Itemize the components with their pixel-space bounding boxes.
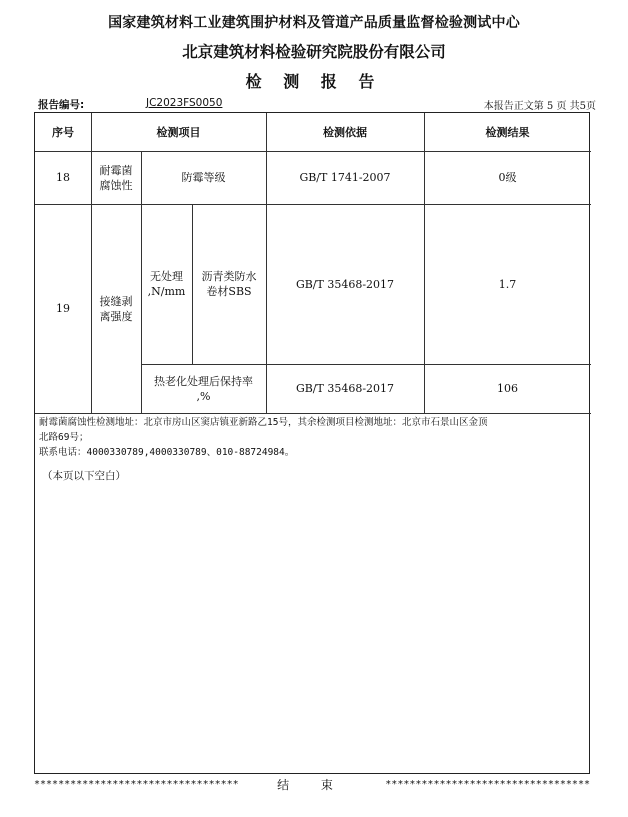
row18-seq: 18 xyxy=(56,171,70,184)
report-number-label: 报告编号: xyxy=(38,99,85,111)
header-seq: 序号 xyxy=(52,125,74,139)
header-basis: 检测依据 xyxy=(323,125,367,139)
report-number xyxy=(38,97,223,112)
row19-sub1-material: 沥青类防水 卷材SBS xyxy=(201,270,257,298)
header-item: 检测项目 xyxy=(156,125,201,139)
row19-sub2-basis: GB/T 35468-2017 xyxy=(295,382,395,395)
notes-line-3: 联系电话：4000330789,4000330789、010-88724984。 xyxy=(39,447,295,458)
row19-sub1-cond: 无处理 ,N/mm xyxy=(147,270,186,298)
row19-seq: 19 xyxy=(56,302,70,315)
row19-sub1-basis: GB/T 35468-2017 xyxy=(295,277,395,291)
company-name: 北京建筑材料检验研究院股份有限公司 xyxy=(182,43,446,61)
row19-sub1-result: 1.7 xyxy=(498,277,517,291)
report-number-value: JC2023FS0050 xyxy=(146,97,223,109)
row18-item: 耐霉菌腐蚀性 xyxy=(99,163,133,192)
row19-item: 接缝剥离强度 xyxy=(99,294,133,323)
end-stars-right: ********************************** xyxy=(385,779,590,790)
end-text: 结 束 xyxy=(277,778,347,792)
row18-result: 0级 xyxy=(498,171,517,184)
row18-sub-item: 防霉等级 xyxy=(181,171,226,184)
row-divider xyxy=(35,413,591,414)
notes-line-1: 耐霉菌腐蚀性检测地址：北京市房山区窦店镇亚新路乙15号，其余检测项目检测地址：北京市石景山区金顶 xyxy=(39,417,488,428)
row18-basis: GB/T 1741-2007 xyxy=(299,171,391,184)
doc-title: 检 测 报 告 xyxy=(245,72,383,91)
notes xyxy=(39,415,587,460)
end-marker xyxy=(34,776,590,793)
blank-note: （本页以下空白） xyxy=(42,470,126,482)
center-name: 国家建筑材料工业建筑围护材料及管道产品质量监督检验测试中心 xyxy=(108,15,520,31)
notes-line-2: 北路69号； xyxy=(39,432,89,443)
row19-sub2-cond: 热老化处理后保持率 ,% xyxy=(154,374,253,403)
end-stars-left: ********************************** xyxy=(34,779,239,790)
row19-sub2-result: 106 xyxy=(497,382,518,395)
header-result: 检测结果 xyxy=(485,125,530,139)
page-info: 本报告正文第 5 页 共5页 xyxy=(483,101,596,112)
